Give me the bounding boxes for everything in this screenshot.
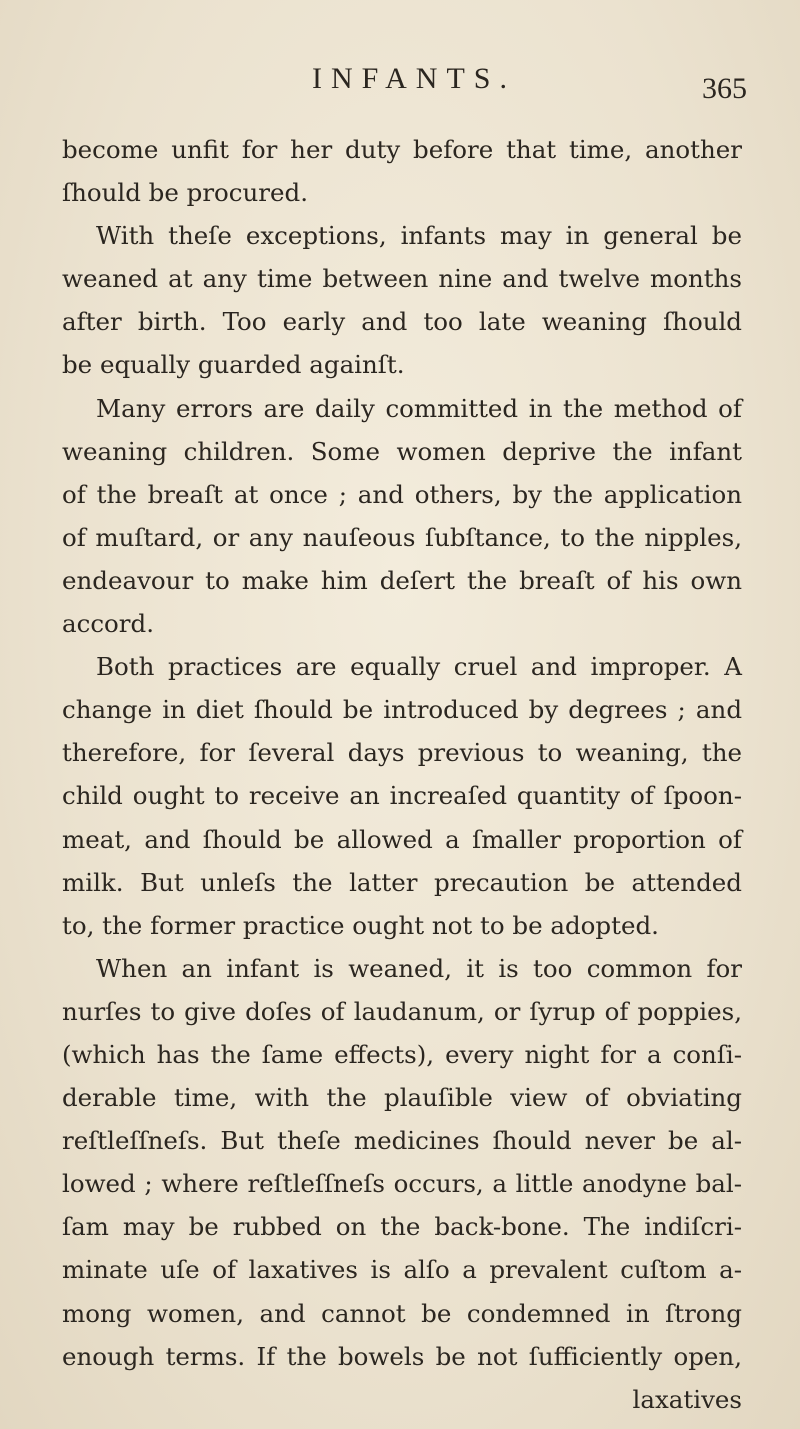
text-line: Many errors are daily committed in the method of <box>96 393 742 423</box>
text-line: With theſe exceptions, infants may in general be <box>96 221 742 251</box>
text-line: enough terms. If the bowels be not ſufficiently open, <box>62 1341 742 1371</box>
text-line: derable time, with the plauſible view of obviating <box>62 1083 742 1113</box>
text-line: be equally guarded againſt. <box>62 350 405 380</box>
text-line: ſam may be rubbed on the back-bone. The indiſcri- <box>62 1212 742 1242</box>
text-line: reſtleſſneſs. But theſe medicines ſhould never be al- <box>62 1126 742 1156</box>
text-line: Both practices are equally cruel and improper. A <box>96 652 742 682</box>
text-line: of the breaſt at once ; and others, by the application <box>62 479 742 509</box>
text-line: (which has the ſame effects), every night for a conſi- <box>62 1039 742 1069</box>
text-line: mong women, and cannot be condemned in ſtrong <box>62 1298 742 1328</box>
catchword: laxatives <box>632 1384 742 1414</box>
body-text <box>62 128 742 1421</box>
text-line: to, the former practice ought not to be adopted. <box>62 910 659 940</box>
running-head <box>0 62 800 105</box>
text-line: endeavour to make him deſert the breaſt of his own <box>62 565 742 595</box>
text-line: of muſtard, or any nauſeous ſubſtance, to the nipples, <box>62 522 742 552</box>
text-line: milk. But unleſs the latter precaution be attended <box>62 867 742 897</box>
text-line: change in diet ſhould be introduced by degrees ; and <box>62 695 742 725</box>
text-line: ſhould be procured. <box>62 178 308 208</box>
text-line: nurſes to give doſes of laudanum, or ſyrup of poppies, <box>62 996 742 1026</box>
text-line: weaned at any time between nine and twelve months <box>62 264 742 294</box>
text-line: minate uſe of laxatives is alſo a prevalent cuſtom a- <box>62 1255 742 1285</box>
text-line: When an infant is weaned, it is too common for <box>96 953 742 983</box>
text-line: after birth. Too early and too late weaning ſhould <box>62 307 742 337</box>
text-line: therefore, for ſeveral days previous to weaning, the <box>62 738 742 768</box>
text-line: weaning children. Some women deprive the infant <box>62 436 742 466</box>
text-line: accord. <box>62 609 154 639</box>
text-line: lowed ; where reſtleſſneſs occurs, a little anodyne bal- <box>62 1169 742 1199</box>
running-head-title: INFANTS. <box>312 62 516 95</box>
page-number: 365 <box>702 72 747 105</box>
text-line: become unfit for her duty before that time, another <box>62 135 742 164</box>
text-line: meat, and ſhould be allowed a ſmaller proportion of <box>62 824 742 854</box>
text-line: child ought to receive an increaſed quantity of ſpoon- <box>62 781 742 811</box>
